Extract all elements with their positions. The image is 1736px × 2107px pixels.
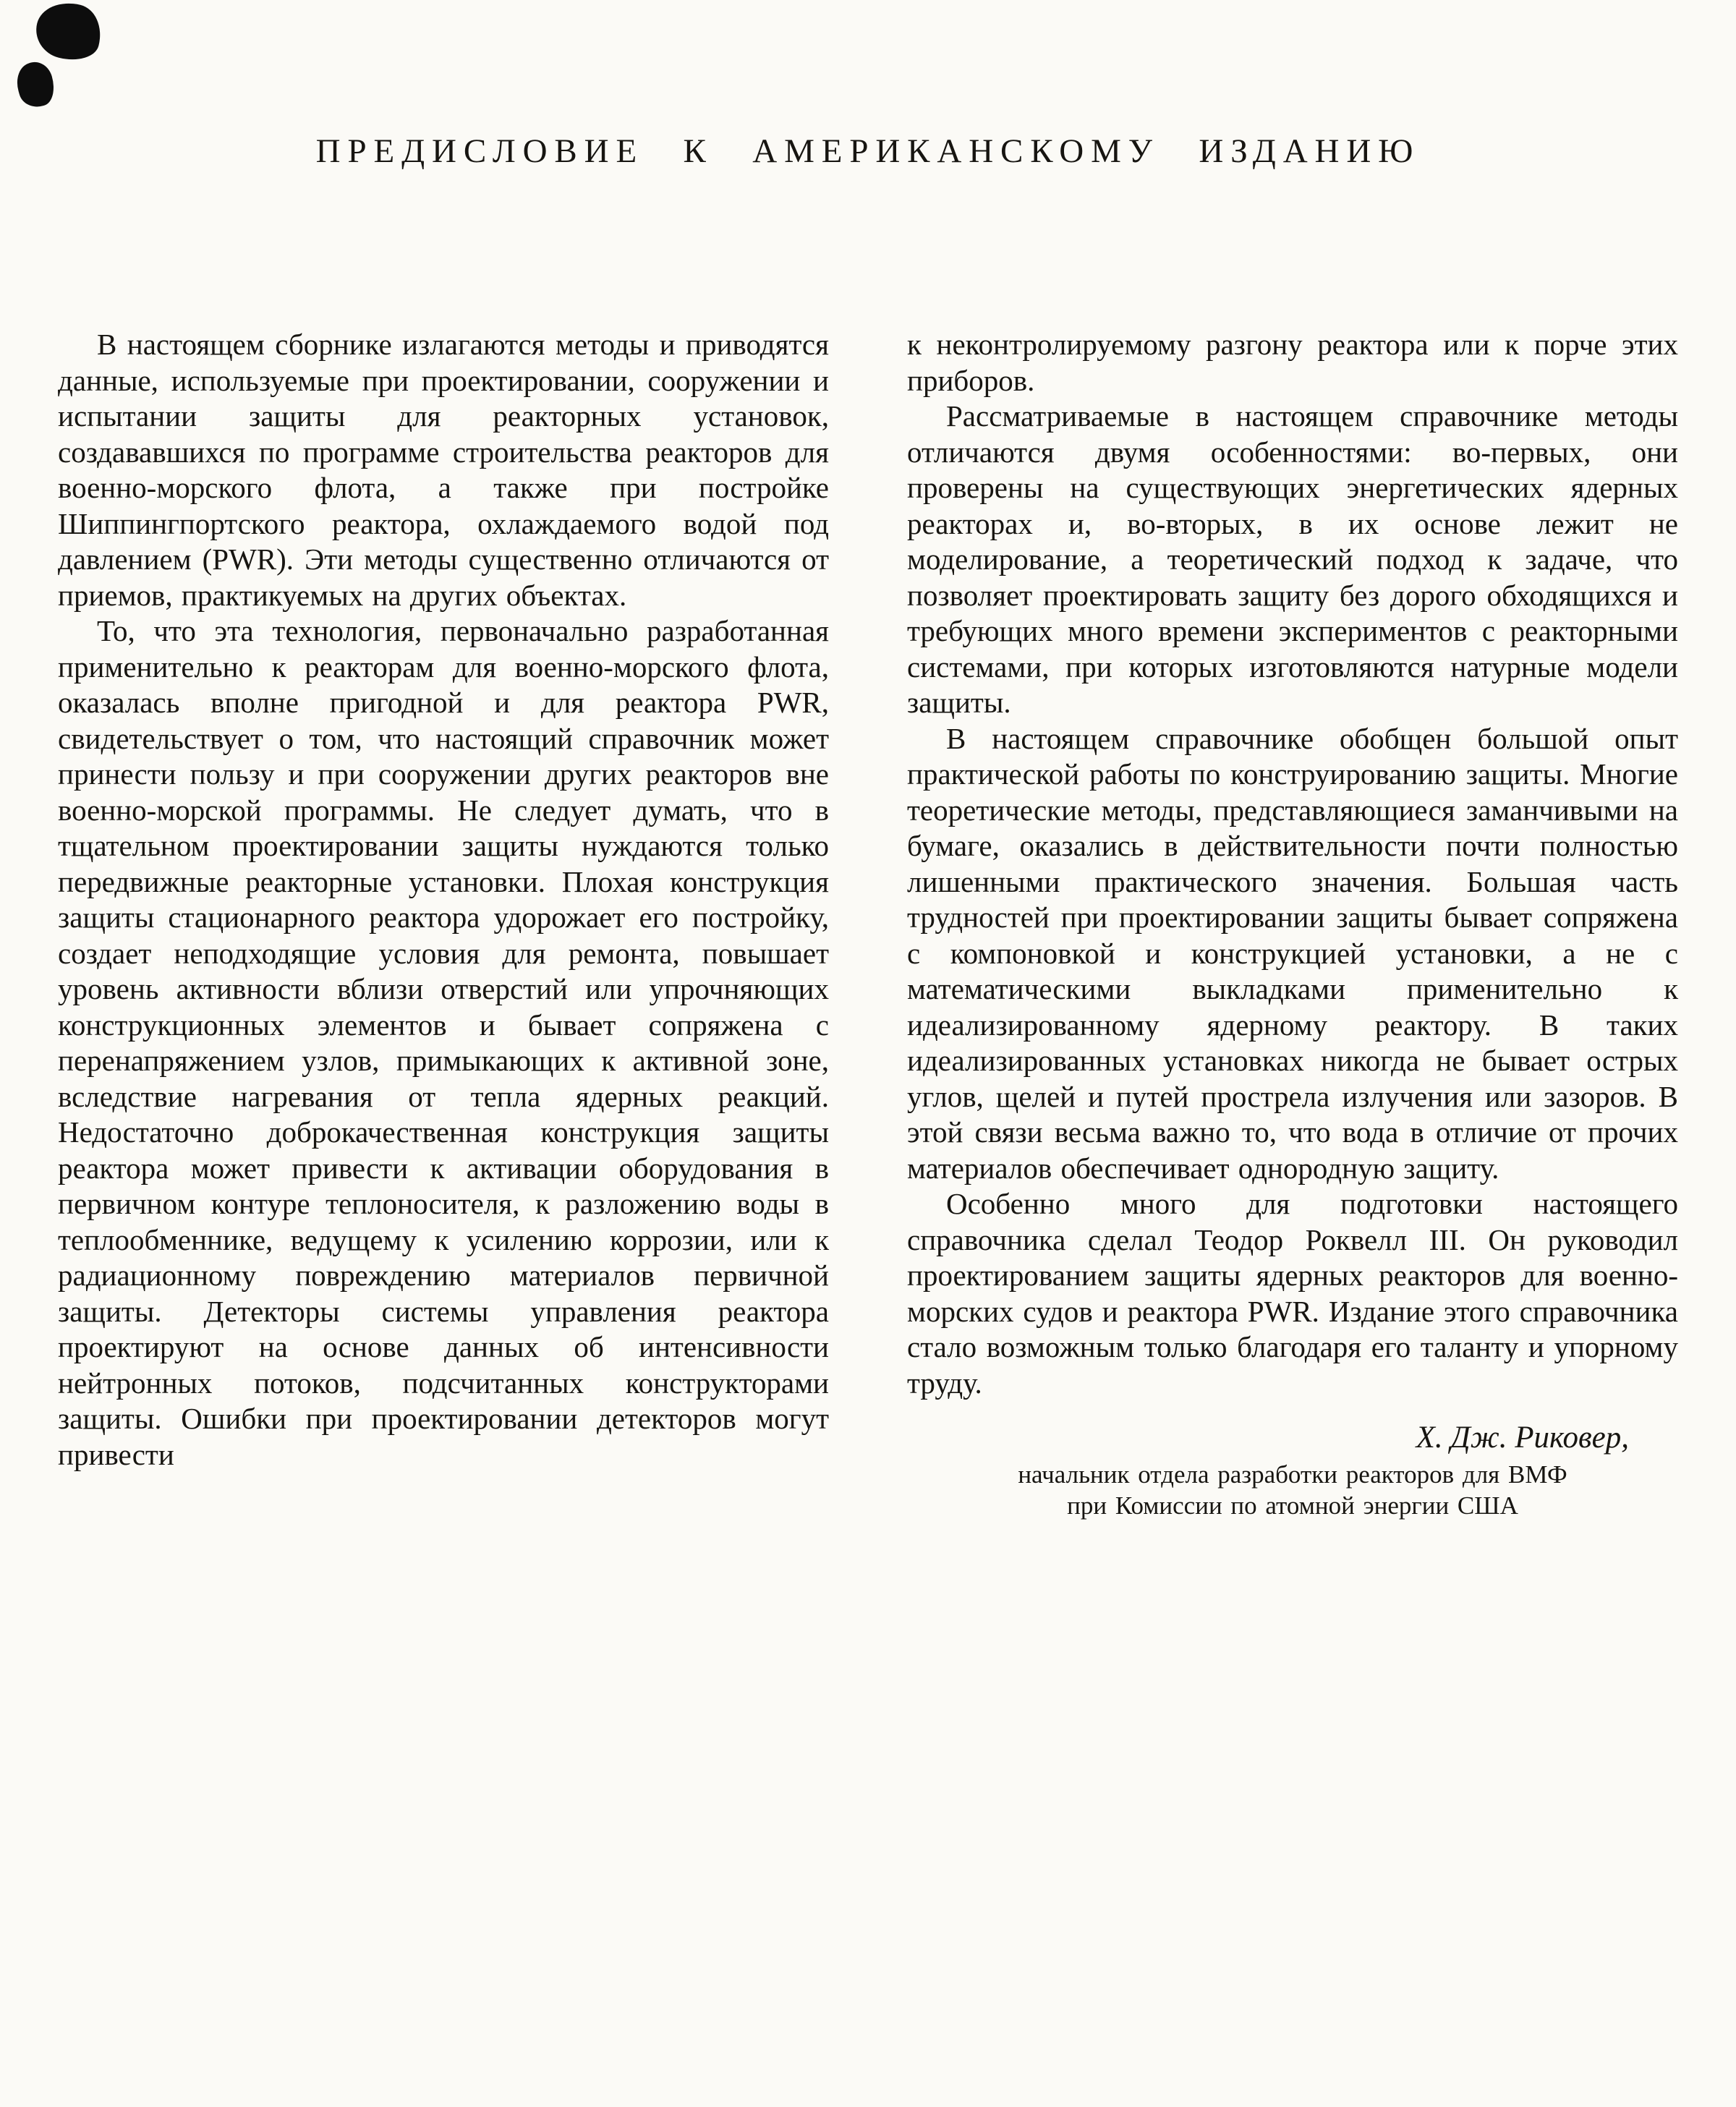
paragraph: В настоящем сборнике излагаются методы и приводятся данные, используемые при проектировании, сооружении и испытании защиты для реакторных установок, создававшихся по программе строительства реакторов для военно-морского флота, а также при постройке Шиппингпортского реактора, охлаждаемого водой под давлением (PWR). Эти методы существенно отличаются от приемов, практикуемых на других объектах. <box>58 328 829 612</box>
signature-block <box>907 1417 1678 1521</box>
page-title: ПРЕДИСЛОВИЕ К АМЕРИКАНСКОМУ ИЗДАНИЮ <box>315 132 1421 170</box>
right-column <box>907 327 1678 1521</box>
left-column <box>58 327 829 1521</box>
paragraph-continuation: к неконтролируемому разгону реактора или к порче этих приборов. <box>907 328 1678 397</box>
paragraph: То, что эта технология, первоначально разработанная применительно к реакторам для военно-морского флота, оказалась вполне пригодной и для реактора PWR, свидетельствует о том, что настоящий справочник может принести пользу и при сооружении других реакторов вне военно-морской программы. Не следует думать, что в тщательном проектировании защиты нуждаются только передвижные реакторные установки. Плохая конструкция защиты стационарного реактора удорожает его постройку, создает неподходящие условия для ремонта, повышает уровень активности вблизи отверстий или упрочняющих конструкционных элементов и бывает сопряжена с перенапряжением узлов, примыкающих к активной зоне, вследствие нагревания от тепла ядерных реакций. Недостаточно доброкачественная конструкция защиты реактора может привести к активации оборудования в первичном контуре теплоносителя, к разложению воды в теплообменнике, ведущему к усилению коррозии, или к радиационному повреждению материалов первичной защиты. Детекторы системы управления реактора проектируют на основе данных об интенсивности нейтронных потоков, подсчитанных конструкторами защиты. Ошибки при проектировании детекторов могут привести <box>58 614 829 1471</box>
signature-affiliation-line: при Комиссии по атомной энергии США <box>1067 1491 1518 1520</box>
paragraph: Особенно много для подготовки настоящего справочника сделал Теодор Роквелл III. Он руководил проектированием защиты ядерных реакторов для военно-морских судов и реактора PWR. Издание этого справочника стало возможным только благодаря его таланту и упорному труду. <box>907 1187 1678 1400</box>
paragraph: В настоящем справочнике обобщен большой опыт практической работы по конструированию защиты. Многие теоретические методы, представляющиеся заманчивыми на бумаге, оказались в действительности почти полностью лишенными практического значения. Большая часть трудностей при проектировании защиты бывает сопряжена с компоновкой и конструкцией установки, а не с математическими выкладками применительно к идеализированному ядерному реактору. В таких идеализированных установках никогда не бывает острых углов, щелей и путей прострела излучения или зазоров. В этой связи весьма важно то, что вода в отличие от прочих материалов обеспечивает однородную защиту. <box>907 721 1678 1185</box>
signature-affiliation-line: начальник отдела разработки реакторов для ВМФ <box>1018 1460 1567 1489</box>
scan-artifact-blob <box>12 58 59 111</box>
paragraph: Рассматриваемые в настоящем справочнике методы отличаются двумя особенностями: во-первых, они проверены на существующих энергетических ядерных реакторах и, во-вторых, в их основе лежит не моделирование, а теоретический подход к задаче, что позволяет проектировать защиту без дорого обходящихся и требующих много времени экспериментов с реакторными системами, при которых изготовляются натурные модели защиты. <box>907 399 1678 719</box>
text-columns <box>58 327 1678 1521</box>
scan-artifact-blob <box>30 0 107 67</box>
signature-name: Х. Дж. Риковер, <box>1416 1421 1629 1455</box>
